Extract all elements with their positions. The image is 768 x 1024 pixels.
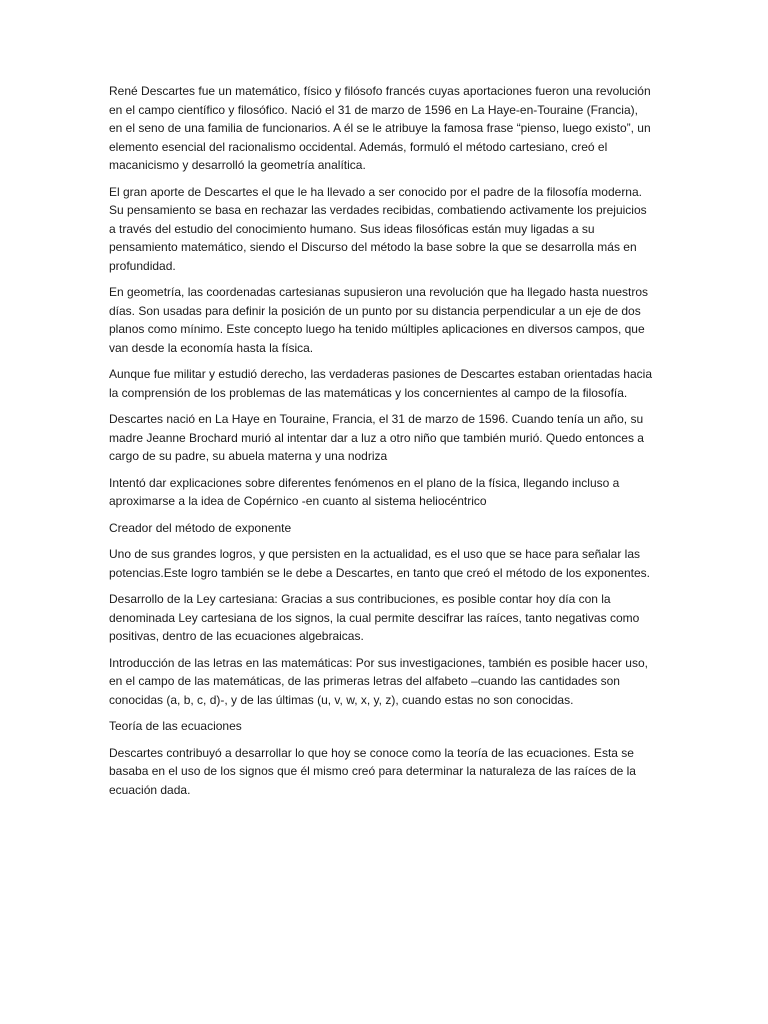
- paragraph-intro: René Descartes fue un matemático, físico y filósofo francés cuyas aportaciones fueron una revolución en el campo científico y filosófico. Nació el 31 de marzo de 1596 en La Haye-en-Touraine (Francia), en el seno de una familia de funcionarios. A él se le atribuye la famosa frase “pienso, luego existo”, un elemento esencial del racionalismo occidental. Además, formuló el método cartesiano, creó el macanicismo y desarrolló la geometría analítica.: [109, 84, 651, 172]
- heading-exponent-method: Creador del método de exponente: [109, 520, 292, 535]
- paragraph-passions: Aunque fue militar y estudió derecho, las verdaderas pasiones de Descartes estaban orientadas hacia la comprensión de los problemas de las matemáticas y los concernientes al campo de la filosofía.: [109, 367, 652, 400]
- paragraph-exponents: Uno de sus grandes logros, y que persisten en la actualidad, es el uso que se hace para señalar las potencias.Este logro también se le debe a Descartes, en tanto que creó el método de los exponentes.: [109, 547, 651, 580]
- paragraph-cartesian-law: Desarrollo de la Ley cartesiana: Gracias a sus contribuciones, es posible contar hoy día con la denominada Ley cartesiana de los signos, la cual permite descifrar las raíces, tanto negativas como positivas, dentro de las ecuaciones algebraicas.: [109, 592, 640, 643]
- paragraph-physics: Intentó dar explicaciones sobre diferentes fenómenos en el plano de la física, llegando incluso a aproximarse a la idea de Copérnico -en cuanto al sistema heliocéntrico: [109, 475, 620, 508]
- paragraph-philosophy: El gran aporte de Descartes el que le ha llevado a ser conocido por el padre de la filosofía moderna. Su pensamiento se basa en rechazar las verdades recibidas, combatiendo activamente los prejuicios a través del estudio del conocimiento humano. Sus ideas filosóficas están muy ligadas a su pensamiento matemático, siendo el Discurso del método la base sobre la que se desarrolla más en profundidad.: [109, 184, 647, 273]
- heading-equation-theory: Teoría de las ecuaciones: [109, 719, 242, 733]
- paragraph-birth: Descartes nació en La Haye en Touraine, Francia, el 31 de marzo de 1596. Cuando tenía un año, su madre Jeanne Brochard murió al intentar dar a luz a otro niño que también murió. Quedo entonces a cargo de su padre, su abuela materna y una nodriza: [109, 412, 644, 463]
- paragraph-equations: Descartes contribuyó a desarrollar lo que hoy se conoce como la teoría de las ecuaciones. Esta se basaba en el uso de los signos que él mismo creó para determinar la naturaleza de las raíces de la ecuación dada.: [109, 745, 636, 797]
- document-page: [109, 82, 654, 807]
- paragraph-geometry: En geometría, las coordenadas cartesianas supusieron una revolución que ha llegado hasta nuestros días. Son usadas para definir la posición de un punto por su distancia perpendicular a un eje de dos planos como mínimo. Este concepto luego ha tenido múltiples aplicaciones en diversos campos, que van desde la economía hasta la física.: [109, 285, 649, 355]
- paragraph-letters: Introducción de las letras en las matemáticas: Por sus investigaciones, también es posible hacer uso, en el campo de las matemáticas, de las primeras letras del alfabeto –cuando las cantidades son conocidas (a, b, c, d)-, y de las últimas (u, v, w, x, y, z), cuando estas no son conocidas.: [109, 655, 648, 707]
